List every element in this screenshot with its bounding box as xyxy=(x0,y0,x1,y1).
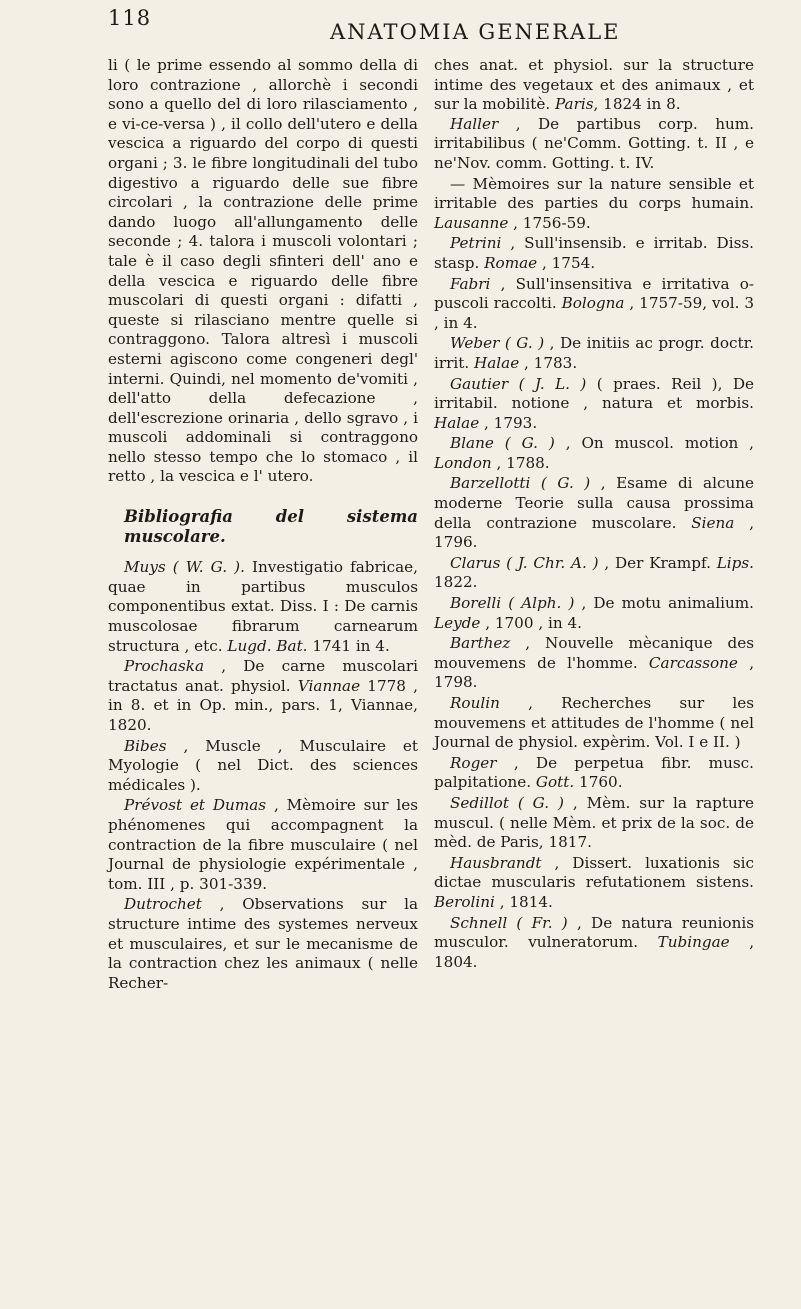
entry-author: Blane ( G. ) xyxy=(450,434,555,453)
entry-date: , 1754. xyxy=(541,253,596,272)
entry-place: Romae xyxy=(484,253,538,272)
bibliography-entry xyxy=(108,657,418,735)
body-paragraph: li ( le prime essendo al sommo della di loro contrazione , allorchè i secondi sono a quello del di loro rilasciamento , e vi-ce-versa ) , il collo dell'utero e della vescica a riguardo del corpo di questi organi ; 3. le fibre longitudinali del tubo digestivo a riguardo delle sue fibre circolari , la contrazione delle prime dando luogo all'allungamento delle seconde ; 4. talora i muscoli volontari ; tale è il caso degli sfinteri dell' ano e della vescica e riguardo delle fibre muscolari di questi organi : difatti , queste si rilasciano mentre quelle si contraggono. Talora altresì i muscoli esterni agiscono come congeneri degl' interni. Quindi, nel momento de'vomiti , dell'atto della defecazione , dell'escrezione orinaria , dello sgravo , i muscoli addominali si contraggono nello stesso tempo che lo stomaco , il retto , la vescica e l' utero. xyxy=(108,56,418,486)
entry-author: Prochaska xyxy=(124,657,205,676)
entry-author: Borelli ( Alph. ) xyxy=(450,594,575,613)
entry-author: Roger xyxy=(450,753,497,772)
entry-place: Carcassone xyxy=(648,653,738,672)
bibliography-entry xyxy=(108,796,418,894)
entry-date: 1822. xyxy=(434,573,478,592)
bibliography-entry xyxy=(434,275,754,334)
section-title: Bibliografia del sistema muscolare. xyxy=(124,507,418,546)
entry-author: Hausbrandt xyxy=(450,853,542,872)
entry-date: , 1757-59, vol. 3 , in 4. xyxy=(434,294,755,332)
entry-text: , Mèmoire sur les phénomenes qui accompagnent la contraction de la fibre musculaire ( nel Journal de physiologie expérimentale , tom. III , p. 301-339. xyxy=(108,796,418,893)
entry-date: , 1804. xyxy=(434,933,755,971)
entry-text: , De initiis ac progr. doctr. irrit. xyxy=(434,334,754,372)
entry-place: Bologna xyxy=(561,294,625,313)
entry-date: , 1796. xyxy=(434,513,755,552)
entry-author: Gautier ( J. L. ) xyxy=(450,374,587,393)
entry-author: Sedillot ( G. ) xyxy=(450,793,564,812)
bibliography-entry xyxy=(434,794,754,853)
left-column xyxy=(108,56,418,994)
bibliography-entry xyxy=(108,895,418,993)
entry-author: Fabri xyxy=(450,274,491,293)
entry-text: , Esame di alcune moderne Teorie sulla causa prossima della contrazione muscolare. xyxy=(434,474,755,532)
entry-text: Investigatio fabricae, quae in partibus musculos componentibus extat. Diss. I : De carnis muscolosae fibrarum carnearum structura , etc. xyxy=(108,558,418,655)
entry-place: Lips. xyxy=(716,553,754,572)
entry-place: Leyde xyxy=(434,613,481,632)
bibliography-list-right xyxy=(434,115,754,973)
entry-date: 1778 , in 8. et in Op. min., pars. 1, Viannae, 1820. xyxy=(108,676,419,734)
continued-entry xyxy=(434,56,754,115)
entry-place: London xyxy=(434,453,492,472)
entry-date: , 1793. xyxy=(484,413,538,432)
bibliography-entry xyxy=(434,115,754,174)
entry-place: Lausanne xyxy=(434,213,509,232)
entry-text: , Mèm. sur la rapture muscul. ( nelle Mèm. et prix de la soc. de mèd. de Paris, 1817. xyxy=(434,793,755,852)
entry-text: , Sull'insensitiva e irritativa o-puscoli raccolti. xyxy=(434,274,754,313)
running-title: ANATOMIA GENERALE xyxy=(330,20,621,44)
entry-author: Schnell ( Fr. ) xyxy=(450,913,568,932)
entry-text: , Sull'insensib. e irritab. Diss. stasp. xyxy=(434,234,754,272)
entry-place: Paris xyxy=(555,95,594,114)
bibliography-entry xyxy=(108,558,418,656)
entry-author: Haller xyxy=(450,114,499,133)
entry-date: , 1814. xyxy=(499,892,553,911)
entry-text: , De motu animalium. xyxy=(581,594,755,613)
bibliography-entry xyxy=(434,375,754,434)
entry-author: Prévost et Dumas xyxy=(124,796,267,815)
entry-date: , 1700 , in 4. xyxy=(485,613,582,632)
entry-place: Halae xyxy=(474,353,520,372)
bibliography-entry xyxy=(434,234,754,273)
entry-author: Barthez xyxy=(450,634,511,653)
entry-place: Viannae xyxy=(297,676,361,695)
entry-date: , 1824 in 8. xyxy=(593,95,681,114)
bibliography-entry xyxy=(434,175,754,234)
entry-author: Clarus ( J. Chr. A. ) xyxy=(450,553,599,572)
bibliography-entry xyxy=(434,634,754,693)
bibliography-entry xyxy=(434,694,754,753)
entry-place: Gott. xyxy=(535,773,575,792)
entry-text: , Muscle , Musculaire et Myologie ( nel Dict. des sciences médicales ). xyxy=(108,736,419,794)
entry-text: ( praes. Reil ), De irritabil. notione , natura et morbis. xyxy=(434,374,755,413)
entry-date: 1741 in 4. xyxy=(312,636,390,655)
entry-date: , 1788. xyxy=(496,453,550,472)
bibliography-list-left xyxy=(108,558,418,993)
entry-date: , 1756-59. xyxy=(513,213,591,232)
entry-place: Berolini xyxy=(434,892,495,911)
entry-date: , 1798. xyxy=(434,653,755,692)
entry-author: Weber ( G. ) xyxy=(450,334,545,353)
bibliography-entry xyxy=(434,554,754,593)
entry-author: Roulin xyxy=(450,694,500,712)
entry-date: , 1783. xyxy=(524,353,578,372)
entry-text: , De partibus corp. hum. irritabilibus ( ne'Comm. Gotting. t. II , e ne'Nov. comm. Gotting. t. IV. xyxy=(434,114,754,172)
entry-author: Dutrochet xyxy=(124,895,202,914)
entry-author: Barzellotti ( G. ) xyxy=(450,474,591,493)
entry-author: Petrini xyxy=(450,234,502,253)
bibliography-entry xyxy=(434,434,754,473)
bibliography-entry xyxy=(434,854,754,913)
entry-place: Lugd. Bat. xyxy=(227,636,308,655)
bibliography-entry xyxy=(434,474,754,552)
entry-place: Siena xyxy=(691,513,735,532)
entry-text: , Recherches sur les mouvemens et attitudes de l'homme ( nel Journal de physiol. expèrim. Vol. I e II. ) xyxy=(434,694,754,752)
bibliography-entry xyxy=(434,594,754,633)
bibliography-entry xyxy=(434,754,754,793)
bibliography-entry xyxy=(434,334,754,373)
bibliography-entry xyxy=(108,737,418,796)
entry-text: ches anat. et physiol. sur la structure intime des vegetaux et des animaux , et sur la mobilitè. xyxy=(434,56,754,114)
entry-place: Tubingae xyxy=(657,933,730,952)
entry-text: , Dissert. luxationis sic dictae muscularis refutationem sistens. xyxy=(434,853,754,892)
entry-date: 1760. xyxy=(579,773,623,792)
page-number: 118 xyxy=(108,6,152,30)
entry-text: , Nouvelle mècanique des mouvemens de l'homme. xyxy=(434,634,754,672)
entry-place: Halae xyxy=(434,413,480,432)
entry-text: , De natura reunionis musculor. vulneratorum. xyxy=(434,913,754,952)
entry-author: Bibes xyxy=(124,736,167,755)
entry-author: Muys ( W. G. ). xyxy=(124,558,245,577)
entry-text: , Der Krampf. xyxy=(604,553,711,572)
right-column xyxy=(434,56,754,973)
entry-text: — Mèmoires sur la nature sensible et irritable des parties du corps humain. xyxy=(434,174,754,213)
entry-text: , On muscol. motion , xyxy=(565,434,754,453)
entry-text: , Observations sur la structure intime des systemes nerveux et musculaires, et sur le mecanisme de la contraction chez les animaux ( nelle Recher- xyxy=(108,895,418,992)
bibliography-entry xyxy=(434,914,754,973)
entry-text: , De carne muscolari tractatus anat. physiol. xyxy=(108,657,418,695)
entry-text: , De perpetua fibr. musc. palpitatione. xyxy=(434,753,754,792)
